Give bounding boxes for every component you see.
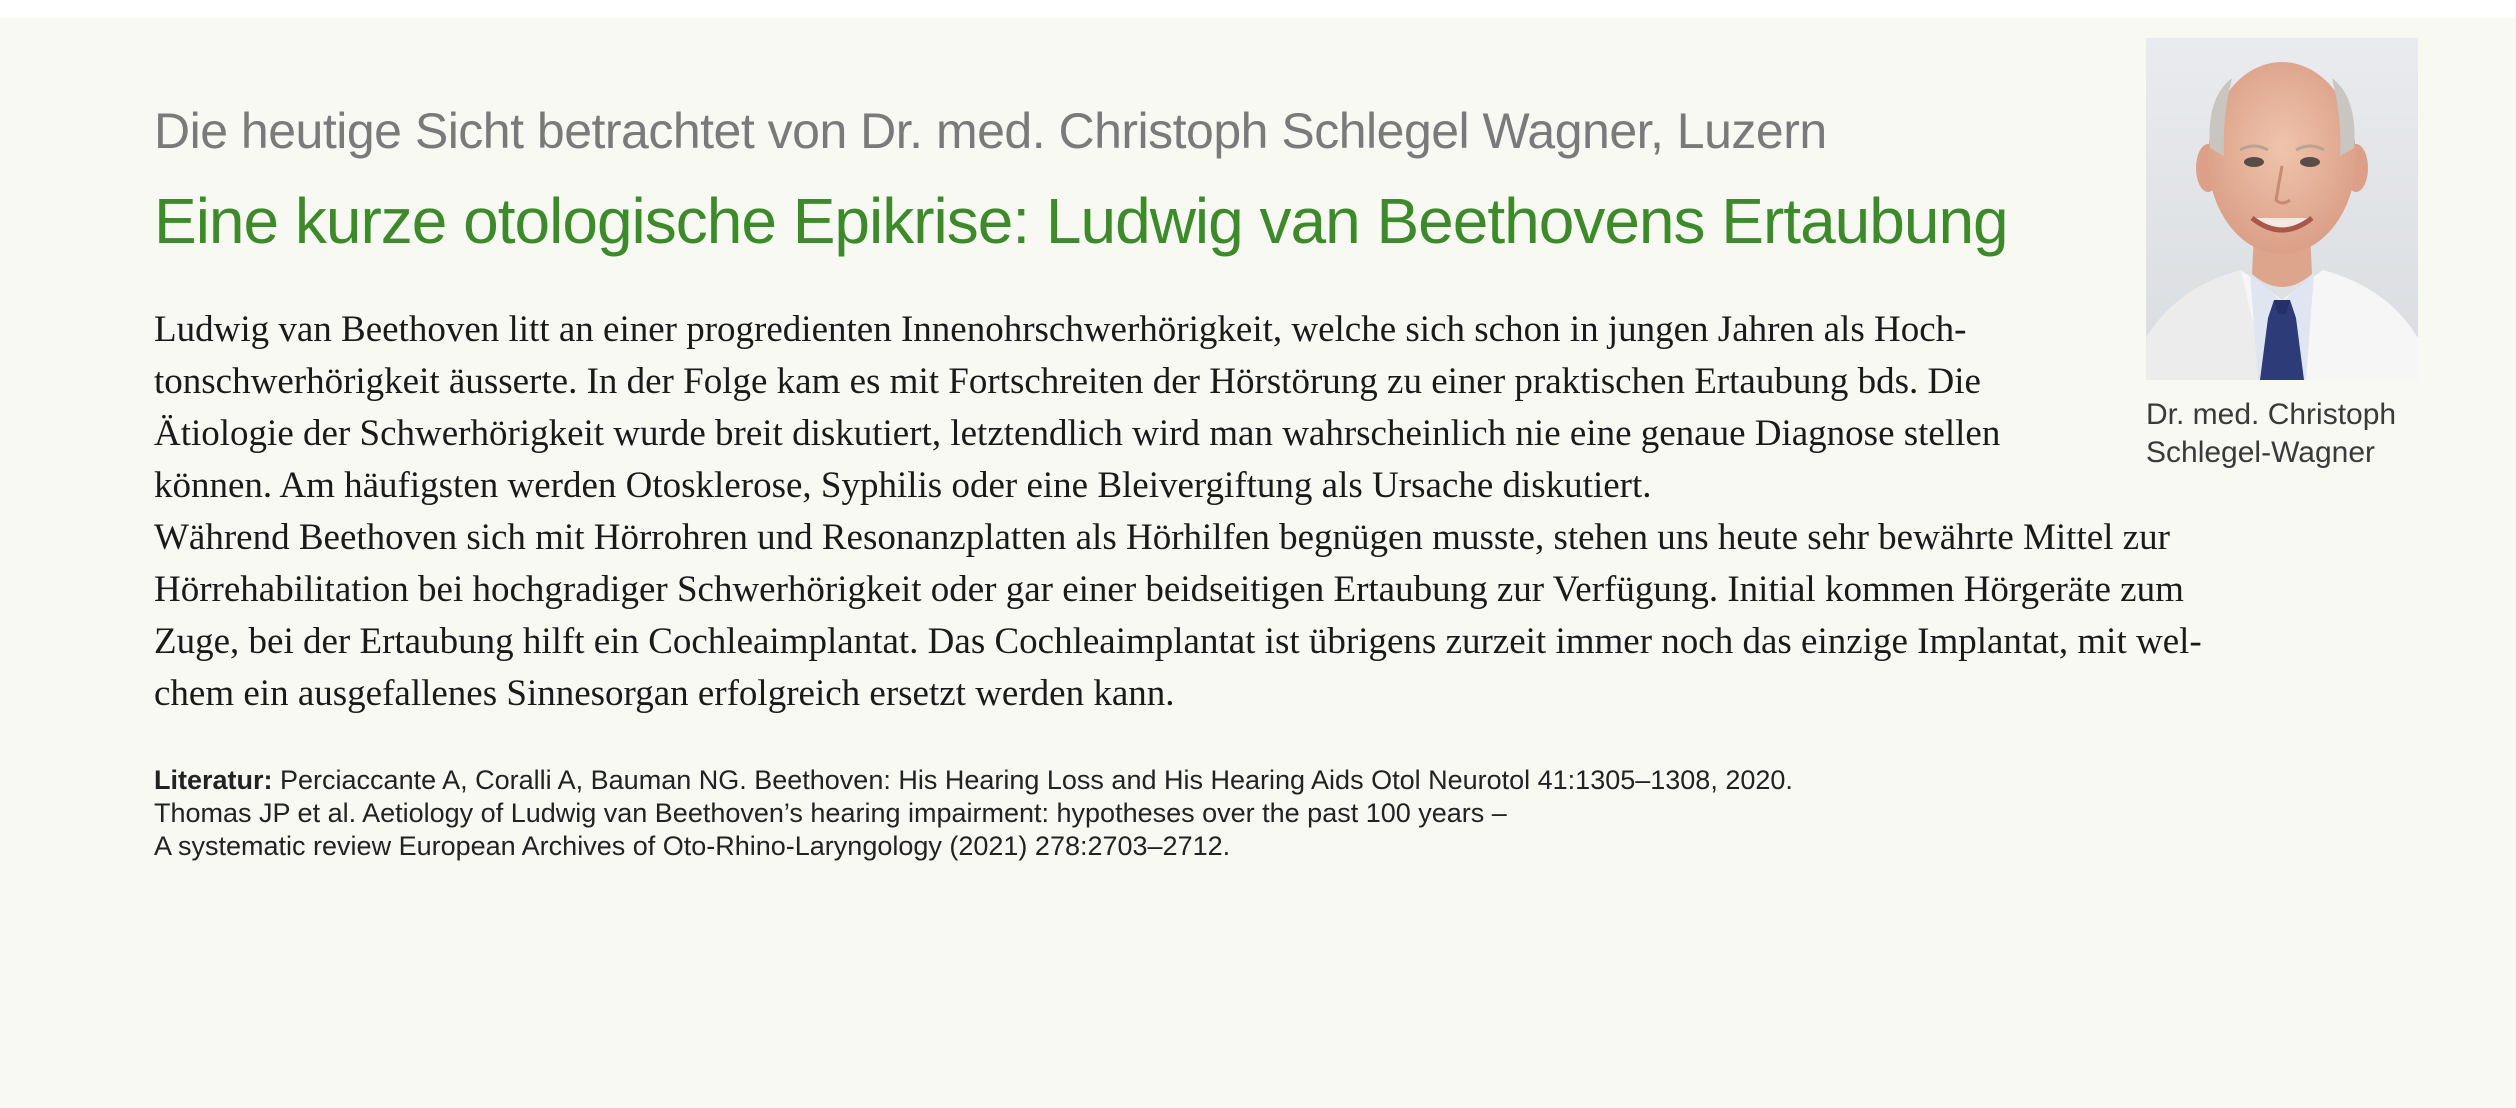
body-line: chem ein ausgefallenes Sinnesorgan erfolgreich ersetzt werden kann. xyxy=(154,673,1175,714)
literature-ref-1 xyxy=(154,764,1793,797)
article-body xyxy=(154,304,2202,720)
literature-label: Literatur: xyxy=(154,765,273,795)
body-line: Zuge, bei der Ertaubung hilft ein Cochleaimplantat. Das Cochleaimplantat ist übrigens zurzeit immer noch das einzige Implantat, mit wel- xyxy=(154,621,2202,662)
article-page xyxy=(0,18,2516,1108)
body-line: Während Beethoven sich mit Hörrohren und Resonanzplatten als Hörhilfen begnügen musste, stehen uns heute sehr bewährte Mittel zur xyxy=(154,517,2170,558)
author-portrait-image xyxy=(2146,38,2418,380)
literature-ref-text: Perciaccante A, Coralli A, Bauman NG. Beethoven: His Hearing Loss and His Hearing Aids Otol Neurotol 41:1305–1308, 2020. xyxy=(272,765,1793,795)
body-line: Ätiologie der Schwerhörigkeit wurde breit diskutiert, letztendlich wird man wahrscheinlich nie eine genaue Diagnose stellen xyxy=(154,413,2001,454)
author-name-line: Schlegel-Wagner xyxy=(2146,436,2375,469)
article-headline: Eine kurze otologische Epikrise: Ludwig van Beethovens Ertaubung xyxy=(154,185,2008,257)
literature-ref-2: Thomas JP et al. Aetiology of Ludwig van Beethoven’s hearing impairment: hypotheses over the past 100 years – xyxy=(154,798,1507,828)
body-line: Hörrehabilitation bei hochgradiger Schwerhörigkeit oder gar einer beidseitigen Ertaubung zur Verfügung. Initial kommen Hörgeräte zum xyxy=(154,569,2184,610)
author-caption xyxy=(2146,396,2396,472)
body-line: tonschwerhörigkeit äusserte. In der Folge kam es mit Fortschreiten der Hörstörung zu einer praktischen Ertaubung bds. Die xyxy=(154,361,1981,402)
author-name-line: Dr. med. Christoph xyxy=(2146,398,2397,431)
author-photo xyxy=(2146,38,2418,380)
body-line: können. Am häufigsten werden Otosklerose, Syphilis oder eine Bleivergiftung als Ursache diskutiert. xyxy=(154,465,1652,506)
literature-ref-3: A systematic review European Archives of Oto-Rhino-Laryngology (2021) 278:2703–2712. xyxy=(154,831,1231,861)
article-kicker: Die heutige Sicht betrachtet von Dr. med. Christoph Schlegel Wagner, Luzern xyxy=(154,103,1827,159)
literature-section xyxy=(154,764,1793,863)
body-line: Ludwig van Beethoven litt an einer progredienten Innenohrschwerhörigkeit, welche sich schon in jungen Jahren als Hoch- xyxy=(154,309,1967,350)
